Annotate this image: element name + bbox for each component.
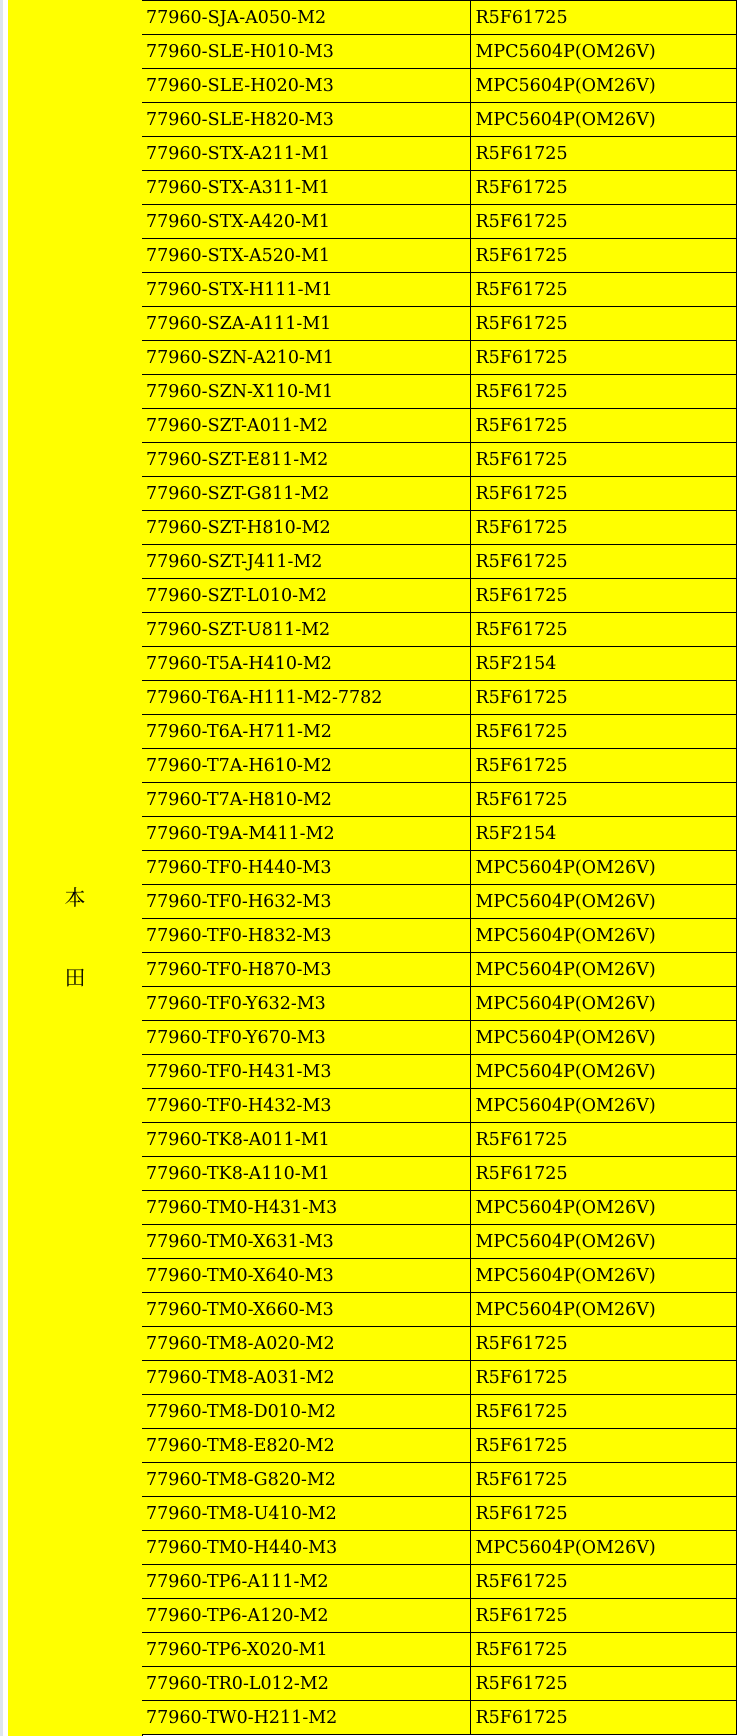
part-number-cell[interactable]: 77960-TK8-A011-M1	[142, 1123, 471, 1156]
table-row	[142, 1191, 737, 1225]
part-number-cell[interactable]: 77960-T5A-H410-M2	[142, 647, 471, 680]
table-row	[142, 1633, 737, 1667]
chip-model-cell[interactable]: R5F61725	[475, 1606, 568, 1626]
table-row	[142, 1701, 737, 1735]
part-number-cell[interactable]: 77960-TM8-G820-M2	[142, 1463, 471, 1496]
part-number-cell[interactable]: 77960-SZN-X110-M1	[142, 375, 471, 408]
part-number-cell[interactable]: 77960-STX-H111-M1	[142, 273, 471, 306]
chip-model-cell[interactable]: MPC5604P(OM26V)	[475, 110, 656, 130]
table-row	[142, 511, 737, 545]
chip-model-cell[interactable]: R5F61725	[475, 382, 568, 402]
table-row	[142, 443, 737, 477]
part-number-cell[interactable]: 77960-T9A-M411-M2	[142, 817, 471, 850]
table-row	[142, 1497, 737, 1531]
chip-model-cell[interactable]: R5F61725	[475, 552, 568, 572]
table-row	[142, 953, 737, 987]
table-row	[142, 239, 737, 273]
table-row	[142, 409, 737, 443]
chip-model-cell[interactable]: R5F61725	[475, 348, 568, 368]
table-row	[142, 1395, 737, 1429]
part-number-cell[interactable]: 77960-TF0-H832-M3	[142, 919, 471, 952]
chip-model-cell[interactable]: R5F61725	[475, 620, 568, 640]
table-row	[142, 1021, 737, 1055]
part-number-cell[interactable]: 77960-STX-A420-M1	[142, 205, 471, 238]
table-row	[142, 681, 737, 715]
part-number-cell[interactable]: 77960-T6A-H711-M2	[142, 715, 471, 748]
part-number-cell[interactable]: 77960-SLE-H010-M3	[142, 35, 471, 68]
brand-char-2: 田	[64, 966, 86, 990]
brand-char-1: 本	[64, 886, 86, 910]
table-row	[142, 647, 737, 681]
table-row	[142, 477, 737, 511]
table-row	[142, 1259, 737, 1293]
part-number-cell[interactable]: 77960-TM8-D010-M2	[142, 1395, 471, 1428]
chip-model-cell[interactable]: MPC5604P(OM26V)	[475, 42, 656, 62]
part-number-cell[interactable]: 77960-TP6-A111-M2	[142, 1565, 471, 1598]
chip-model-cell[interactable]: R5F61725	[475, 416, 568, 436]
part-number-cell[interactable]: 77960-TF0-Y670-M3	[142, 1021, 471, 1054]
table-row	[142, 1463, 737, 1497]
table-row	[142, 579, 737, 613]
chip-model-cell[interactable]: MPC5604P(OM26V)	[475, 76, 656, 96]
chip-model-cell[interactable]: R5F61725	[475, 246, 568, 266]
table-row	[142, 1565, 737, 1599]
table-row	[142, 35, 737, 69]
table-row	[142, 919, 737, 953]
table-row	[142, 1089, 737, 1123]
table-row	[142, 1531, 737, 1565]
part-number-cell[interactable]: 77960-SLE-H020-M3	[142, 69, 471, 102]
chip-model-cell[interactable]: R5F61725	[475, 1504, 568, 1524]
part-number-cell[interactable]: 77960-TM0-H440-M3	[142, 1531, 471, 1564]
chip-model-cell[interactable]: MPC5604P(OM26V)	[475, 1028, 656, 1048]
part-number-cell[interactable]: 77960-TM8-E820-M2	[142, 1429, 471, 1462]
part-number-cell[interactable]: 77960-STX-A311-M1	[142, 171, 471, 204]
chip-model-cell[interactable]: MPC5604P(OM26V)	[475, 1198, 656, 1218]
table-row	[142, 137, 737, 171]
table-row	[142, 783, 737, 817]
part-number-cell[interactable]: 77960-SJA-A050-M2	[142, 1, 471, 34]
part-number-cell[interactable]: 77960-SZN-A210-M1	[142, 341, 471, 374]
part-number-cell[interactable]: 77960-SLE-H820-M3	[142, 103, 471, 136]
chip-model-cell[interactable]: R5F61725	[475, 518, 568, 538]
table-row	[142, 613, 737, 647]
chip-model-cell[interactable]: MPC5604P(OM26V)	[475, 960, 656, 980]
part-number-cell[interactable]: 77960-SZA-A111-M1	[142, 307, 471, 340]
chip-model-cell[interactable]: MPC5604P(OM26V)	[475, 1232, 656, 1252]
table-row	[142, 1055, 737, 1089]
table-row	[142, 1, 737, 35]
part-number-cell[interactable]: 77960-TM0-X640-M3	[142, 1259, 471, 1292]
chip-model-cell[interactable]: MPC5604P(OM26V)	[475, 1096, 656, 1116]
chip-model-cell[interactable]: R5F61725	[475, 212, 568, 232]
chip-model-cell[interactable]: R5F61725	[475, 1436, 568, 1456]
part-number-cell[interactable]: 77960-TF0-H431-M3	[142, 1055, 471, 1088]
chip-model-cell[interactable]: R5F61725	[475, 1572, 568, 1592]
part-number-cell[interactable]: 77960-SZT-G811-M2	[142, 477, 471, 510]
part-number-cell[interactable]: 77960-TR0-L012-M2	[142, 1667, 471, 1700]
chip-model-cell[interactable]: R5F61725	[475, 314, 568, 334]
chip-model-cell[interactable]: R5F61725	[475, 8, 568, 28]
table-row	[142, 1123, 737, 1157]
chip-model-cell[interactable]: MPC5604P(OM26V)	[475, 926, 656, 946]
brand-cell[interactable]	[8, 0, 143, 1736]
table-row	[142, 749, 737, 783]
chip-model-cell[interactable]: R5F61725	[475, 484, 568, 504]
table-row	[142, 341, 737, 375]
part-number-cell[interactable]: 77960-TP6-X020-M1	[142, 1633, 471, 1666]
table-row	[142, 715, 737, 749]
table-row	[142, 1293, 737, 1327]
chip-model-cell[interactable]: MPC5604P(OM26V)	[475, 858, 656, 878]
parts-table	[142, 0, 737, 1735]
chip-model-cell[interactable]: R5F2154	[475, 654, 557, 674]
table-row	[142, 273, 737, 307]
table-row	[142, 103, 737, 137]
part-number-cell[interactable]: 77960-TM0-X631-M3	[142, 1225, 471, 1258]
part-number-cell[interactable]: 77960-STX-A520-M1	[142, 239, 471, 272]
chip-model-cell[interactable]: R5F61725	[475, 1368, 568, 1388]
part-number-cell[interactable]: 77960-TF0-H870-M3	[142, 953, 471, 986]
table-row	[142, 69, 737, 103]
chip-model-cell[interactable]: R5F61725	[475, 1640, 568, 1660]
table-row	[142, 1327, 737, 1361]
part-number-cell[interactable]: 77960-TM8-A031-M2	[142, 1361, 471, 1394]
part-number-cell[interactable]: 77960-TM8-A020-M2	[142, 1327, 471, 1360]
table-row	[142, 817, 737, 851]
chip-model-cell[interactable]: R5F61725	[475, 280, 568, 300]
part-number-cell[interactable]: 77960-TP6-A120-M2	[142, 1599, 471, 1632]
table-row	[142, 307, 737, 341]
table-row	[142, 205, 737, 239]
chip-model-cell[interactable]: MPC5604P(OM26V)	[475, 892, 656, 912]
table-row	[142, 171, 737, 205]
chip-model-cell[interactable]: R5F2154	[475, 824, 557, 844]
chip-model-cell[interactable]: MPC5604P(OM26V)	[475, 994, 656, 1014]
part-number-cell[interactable]: 77960-TF0-H432-M3	[142, 1089, 471, 1122]
part-number-cell[interactable]: 77960-SZT-A011-M2	[142, 409, 471, 442]
table-row	[142, 1157, 737, 1191]
part-number-cell[interactable]: 77960-T6A-H111-M2-7782	[142, 681, 471, 714]
chip-model-cell[interactable]: R5F61725	[475, 178, 568, 198]
part-number-cell[interactable]: 77960-TM0-X660-M3	[142, 1293, 471, 1326]
table-row	[142, 987, 737, 1021]
chip-model-cell[interactable]: R5F61725	[475, 1402, 568, 1422]
part-number-cell[interactable]: 77960-SZT-H810-M2	[142, 511, 471, 544]
chip-model-cell[interactable]: R5F61725	[475, 450, 568, 470]
chip-model-cell[interactable]: R5F61725	[475, 790, 568, 810]
part-number-cell[interactable]: 77960-TF0-Y632-M3	[142, 987, 471, 1020]
table-row	[142, 1361, 737, 1395]
part-number-cell[interactable]: 77960-T7A-H610-M2	[142, 749, 471, 782]
part-number-cell[interactable]: 77960-T7A-H810-M2	[142, 783, 471, 816]
table-row	[142, 545, 737, 579]
part-number-cell[interactable]: 77960-TF0-H440-M3	[142, 851, 471, 884]
part-number-cell[interactable]: 77960-TF0-H632-M3	[142, 885, 471, 918]
chip-model-cell[interactable]: R5F61725	[475, 586, 568, 606]
table-row	[142, 1667, 737, 1701]
part-number-cell[interactable]: 77960-STX-A211-M1	[142, 137, 471, 170]
chip-model-cell[interactable]: R5F61725	[475, 1470, 568, 1490]
table-row	[142, 1225, 737, 1259]
part-number-cell[interactable]: 77960-SZT-U811-M2	[142, 613, 471, 646]
part-number-cell[interactable]: 77960-SZT-L010-M2	[142, 579, 471, 612]
table-row	[142, 1429, 737, 1463]
part-number-cell[interactable]: 77960-TM8-U410-M2	[142, 1497, 471, 1530]
chip-model-cell[interactable]: R5F61725	[475, 1164, 568, 1184]
part-number-cell[interactable]: 77960-SZT-E811-M2	[142, 443, 471, 476]
part-number-cell[interactable]: 77960-SZT-J411-M2	[142, 545, 471, 578]
chip-model-cell[interactable]: R5F61725	[475, 1334, 568, 1354]
chip-model-cell[interactable]: R5F61725	[475, 722, 568, 742]
table-row	[142, 885, 737, 919]
part-number-cell[interactable]: 77960-TM0-H431-M3	[142, 1191, 471, 1224]
sheet-left-edge	[0, 0, 3, 1736]
chip-model-cell[interactable]: MPC5604P(OM26V)	[475, 1538, 656, 1558]
chip-model-cell[interactable]: MPC5604P(OM26V)	[475, 1266, 656, 1286]
part-number-cell[interactable]: 77960-TW0-H211-M2	[142, 1701, 471, 1734]
chip-model-cell[interactable]: R5F61725	[475, 688, 568, 708]
chip-model-cell[interactable]: R5F61725	[475, 1708, 568, 1728]
chip-model-cell[interactable]: MPC5604P(OM26V)	[475, 1062, 656, 1082]
chip-model-cell[interactable]: R5F61725	[475, 144, 568, 164]
chip-model-cell[interactable]: R5F61725	[475, 756, 568, 776]
chip-model-cell[interactable]: MPC5604P(OM26V)	[475, 1300, 656, 1320]
table-row	[142, 1599, 737, 1633]
chip-model-cell[interactable]: R5F61725	[475, 1674, 568, 1694]
table-row	[142, 375, 737, 409]
table-row	[142, 851, 737, 885]
chip-model-cell[interactable]: R5F61725	[475, 1130, 568, 1150]
part-number-cell[interactable]: 77960-TK8-A110-M1	[142, 1157, 471, 1190]
